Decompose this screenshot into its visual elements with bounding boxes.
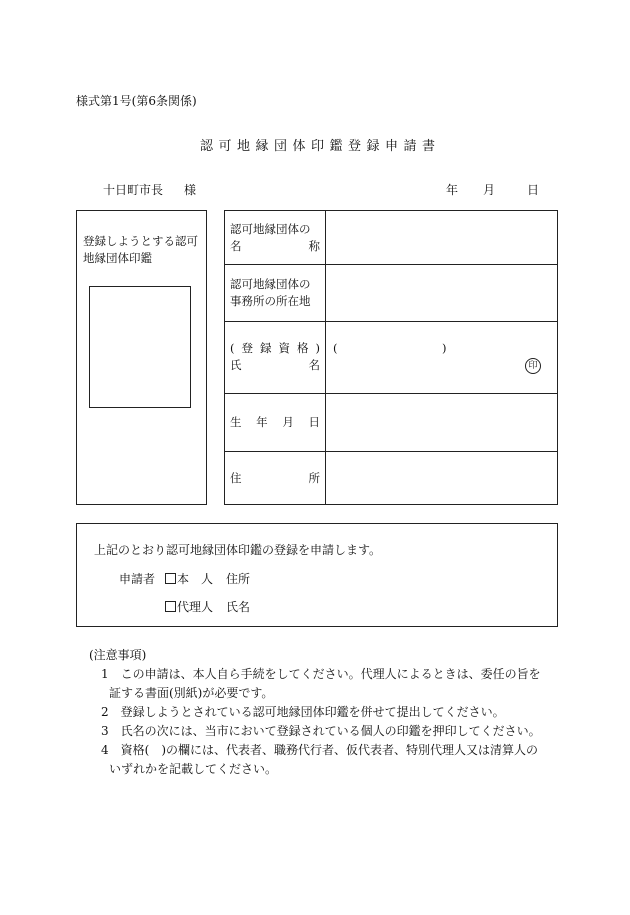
qualification-paren-close: ) (442, 341, 447, 355)
application-statement: 上記のとおり認可地縁団体印鑑の登録を申請します。 (94, 543, 382, 557)
label-char: 格 (297, 341, 309, 355)
checkbox-self[interactable] (165, 573, 176, 584)
label-char: 名 (308, 358, 320, 372)
option-agent[interactable] (165, 598, 213, 615)
note-item: 2 登録しようとされている認可地縁団体印鑑を併せて提出してください。 (101, 705, 505, 719)
page-title: 認可地縁団体印鑑登録申請書 (200, 139, 441, 154)
option-agent-label: 代理人 (177, 600, 214, 614)
qualification-paren-open: ( (333, 341, 338, 355)
address-field[interactable] (327, 453, 556, 504)
note-item: 1 この申請は、本人自ら手続をしてください。代理人によるときは、委任の旨を (101, 667, 541, 681)
note-item-continued: いずれかを記載してください。 (109, 762, 278, 776)
label-char: ( (230, 341, 235, 355)
option-self-label: 本 人 (177, 572, 214, 586)
date-year[interactable]: 年 (446, 183, 459, 197)
seal-impression-area[interactable] (89, 286, 191, 408)
label-char: 年 (256, 415, 268, 429)
table-column-divider (325, 210, 326, 505)
birth-date-field[interactable] (327, 395, 556, 450)
label-char: 月 (282, 415, 294, 429)
label-office-address-2: 事務所の所在地 (230, 294, 311, 308)
label-representative-name (230, 357, 320, 374)
label-char: 名 (230, 239, 242, 253)
applicant-address-label: 住所 (226, 572, 251, 586)
table-row-divider (224, 393, 558, 394)
notes-heading: (注意事項) (89, 648, 147, 662)
seal-box-label-2: 地縁団体印鑑 (83, 251, 152, 265)
form-number: 様式第1号(第6条関係) (76, 94, 197, 108)
label-char: 資 (278, 341, 290, 355)
option-self[interactable] (165, 570, 213, 587)
label-qualification (230, 340, 320, 357)
label-char: ) (315, 341, 320, 355)
honorific: 様 (184, 183, 197, 197)
applicant-label: 申請者 (119, 572, 156, 586)
label-organization-name-2 (230, 238, 320, 255)
label-char: 録 (260, 341, 272, 355)
label-organization-name: 認可地縁団体の (230, 222, 311, 236)
seal-mark-icon: 印 (525, 358, 541, 374)
label-char: 称 (308, 239, 320, 253)
organization-name-field[interactable] (327, 212, 556, 263)
label-char: 所 (308, 471, 320, 485)
qualification-field[interactable] (343, 338, 439, 356)
representative-name-field[interactable] (327, 356, 517, 392)
date-day[interactable]: 日 (527, 183, 540, 197)
label-address (230, 470, 320, 487)
addressee: 十日町市長 (103, 183, 164, 197)
seal-box-label-1: 登録しようとする認可 (83, 234, 198, 248)
table-row-divider (224, 264, 558, 265)
label-char: 登 (241, 341, 253, 355)
label-office-address: 認可地縁団体の (230, 277, 311, 291)
label-char: 氏 (230, 358, 242, 372)
note-item: 3 氏名の次には、当市において登録されている個人の印鑑を押印してください。 (101, 724, 541, 738)
label-char: 生 (230, 415, 242, 429)
table-row-divider (224, 451, 558, 452)
label-char: 日 (308, 415, 320, 429)
notes-section (89, 646, 541, 779)
office-address-field[interactable] (327, 266, 556, 320)
label-char: 住 (230, 471, 242, 485)
table-row-divider (224, 321, 558, 322)
applicant-name-label: 氏名 (226, 600, 251, 614)
note-item: 4 資格( )の欄には、代表者、職務代行者、仮代表者、特別代理人又は清算人の (101, 743, 539, 757)
checkbox-agent[interactable] (165, 601, 176, 612)
label-birth-date (230, 414, 320, 431)
date-month[interactable]: 月 (483, 183, 496, 197)
note-item-continued: 証する書面(別紙)が必要です。 (109, 686, 274, 700)
